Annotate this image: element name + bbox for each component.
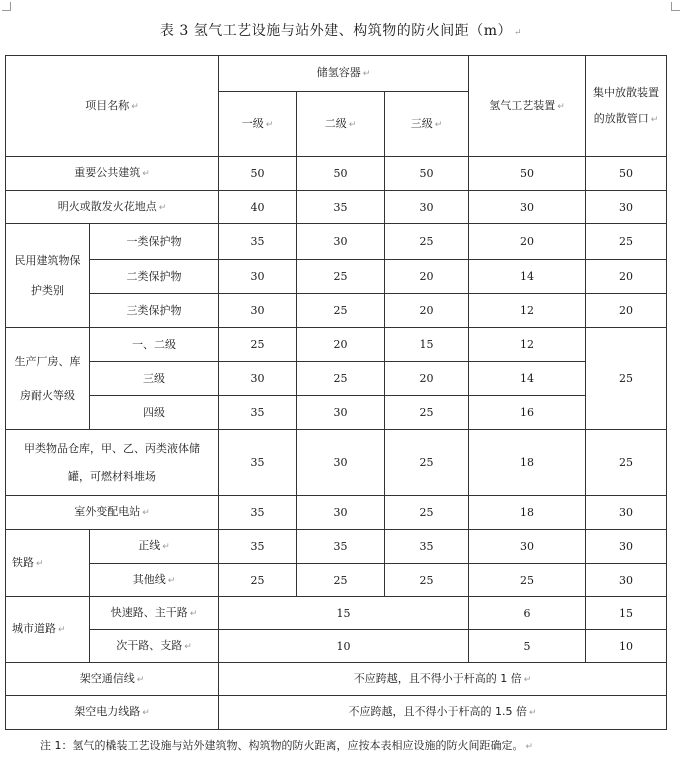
row-label: 明火或散发火花地点 ↵ [6,191,219,224]
row-label: 二类保护物 [90,260,219,294]
table-row [6,696,667,730]
header-row [6,56,667,92]
cell: 15 [586,597,667,630]
cell: 14 [469,362,586,396]
cell: 25 [385,430,469,496]
table-row [6,597,667,630]
level1-header: 一级 ↵ [219,92,297,157]
cell: 5 [469,630,586,663]
fire-distance-table [5,55,667,730]
cell: 25 [297,564,385,597]
cell: 20 [297,328,385,362]
row-label: 架空电力线路 ↵ [6,696,219,730]
cell: 16 [469,396,586,430]
cell: 40 [219,191,297,224]
cell: 10 [586,630,667,663]
cell: 30 [586,564,667,597]
cell: 25 [297,260,385,294]
cell: 35 [219,396,297,430]
cell: 35 [219,430,297,496]
table-row [6,530,667,564]
cell: 30 [469,191,586,224]
row-label: 快速路、主干路 ↵ [90,597,219,630]
table-row [6,564,667,597]
table-row [6,328,667,362]
cell: 30 [586,496,667,530]
cell: 30 [385,191,469,224]
process-header: 氢气工艺装置 ↵ [469,56,586,157]
cell: 25 [385,564,469,597]
row-label: 一类保护物 [90,224,219,260]
cell: 30 [297,496,385,530]
cell: 20 [385,294,469,328]
cell: 不应跨越，且不得小于杆高的 1 倍 ↵ [219,663,667,696]
cell: 50 [297,157,385,191]
cell: 25 [586,430,667,496]
cell: 50 [586,157,667,191]
table-row [6,260,667,294]
vent-header: 集中放散装置的放散管口 ↵ [586,56,667,157]
cell: 25 [219,328,297,362]
civil-group-label: 民用建筑物保护类别 [6,224,90,328]
cell: 30 [297,430,385,496]
cell: 30 [219,294,297,328]
table-row [6,191,667,224]
cell: 不应跨越，且不得小于杆高的 1.5 倍 ↵ [219,696,667,730]
table-row [6,630,667,663]
row-label: 四级 [90,396,219,430]
table-row [6,496,667,530]
row-label: 一、二级 [90,328,219,362]
cell: 35 [219,224,297,260]
cell: 14 [469,260,586,294]
cell: 20 [586,294,667,328]
row-label: 三级 [90,362,219,396]
cell: 20 [385,260,469,294]
level2-header: 二级 ↵ [297,92,385,157]
cell: 25 [586,224,667,260]
cell: 35 [385,530,469,564]
cell: 15 [385,328,469,362]
table-row [6,157,667,191]
cell: 30 [469,530,586,564]
paragraph-mark: ↵ [514,28,523,38]
cell: 20 [586,260,667,294]
cell: 25 [385,496,469,530]
table-title: 表 3 氢气工艺设施与站外建、构筑物的防火间距（m） ↵ [159,23,523,39]
row-label: 其他线 ↵ [90,564,219,597]
cell: 30 [297,224,385,260]
railway-group-label: 铁路 ↵ [6,530,90,597]
row-label: 三类保护物 [90,294,219,328]
cell: 25 [219,564,297,597]
cell: 35 [219,496,297,530]
cell: 25 [469,564,586,597]
cell: 6 [469,597,586,630]
cell: 25 [586,328,667,430]
cell: 18 [469,496,586,530]
cell: 50 [385,157,469,191]
cell: 18 [469,430,586,496]
cell: 35 [297,191,385,224]
cell: 10 [219,630,469,663]
cell: 50 [219,157,297,191]
cell: 30 [219,362,297,396]
row-label: 次干路、支路 ↵ [90,630,219,663]
cell: 25 [297,294,385,328]
table-row [6,430,667,496]
row-label: 架空通信线 ↵ [6,663,219,696]
row-label: 正线 ↵ [90,530,219,564]
cell: 50 [469,157,586,191]
cell: 30 [219,260,297,294]
table-row [6,224,667,260]
cell: 20 [469,224,586,260]
cell: 30 [297,396,385,430]
cell: 35 [219,530,297,564]
row-label: 室外变配电站 ↵ [6,496,219,530]
cell: 20 [385,362,469,396]
cell: 15 [219,597,469,630]
row-label: 重要公共建筑 ↵ [6,157,219,191]
cell: 30 [586,530,667,564]
table-row [6,396,667,430]
cell: 12 [469,294,586,328]
table-row [6,294,667,328]
page-corner-mark [2,2,11,11]
item-name-header: 项目名称 ↵ [6,56,219,157]
cell: 30 [586,191,667,224]
road-group-label: 城市道路 ↵ [6,597,90,663]
footnote: 注 1：氢气的橇装工艺设施与站外建筑物、构筑物的防火距离，应按本表相应设施的防火间距确定。 ↵ [40,739,534,752]
level3-header: 三级 ↵ [385,92,469,157]
row-label: 甲类物品仓库，甲、乙、丙类液体储罐，可燃材料堆场 [6,430,219,496]
storage-group-header: 储氢容器 ↵ [219,56,469,92]
table-row [6,362,667,396]
cell: 35 [297,530,385,564]
cell: 12 [469,328,586,362]
cell: 25 [297,362,385,396]
cell: 25 [385,396,469,430]
page-corner-mark [671,2,680,11]
cell: 25 [385,224,469,260]
factory-group-label: 生产厂房、库房耐火等级 [6,328,90,430]
table-row [6,663,667,696]
